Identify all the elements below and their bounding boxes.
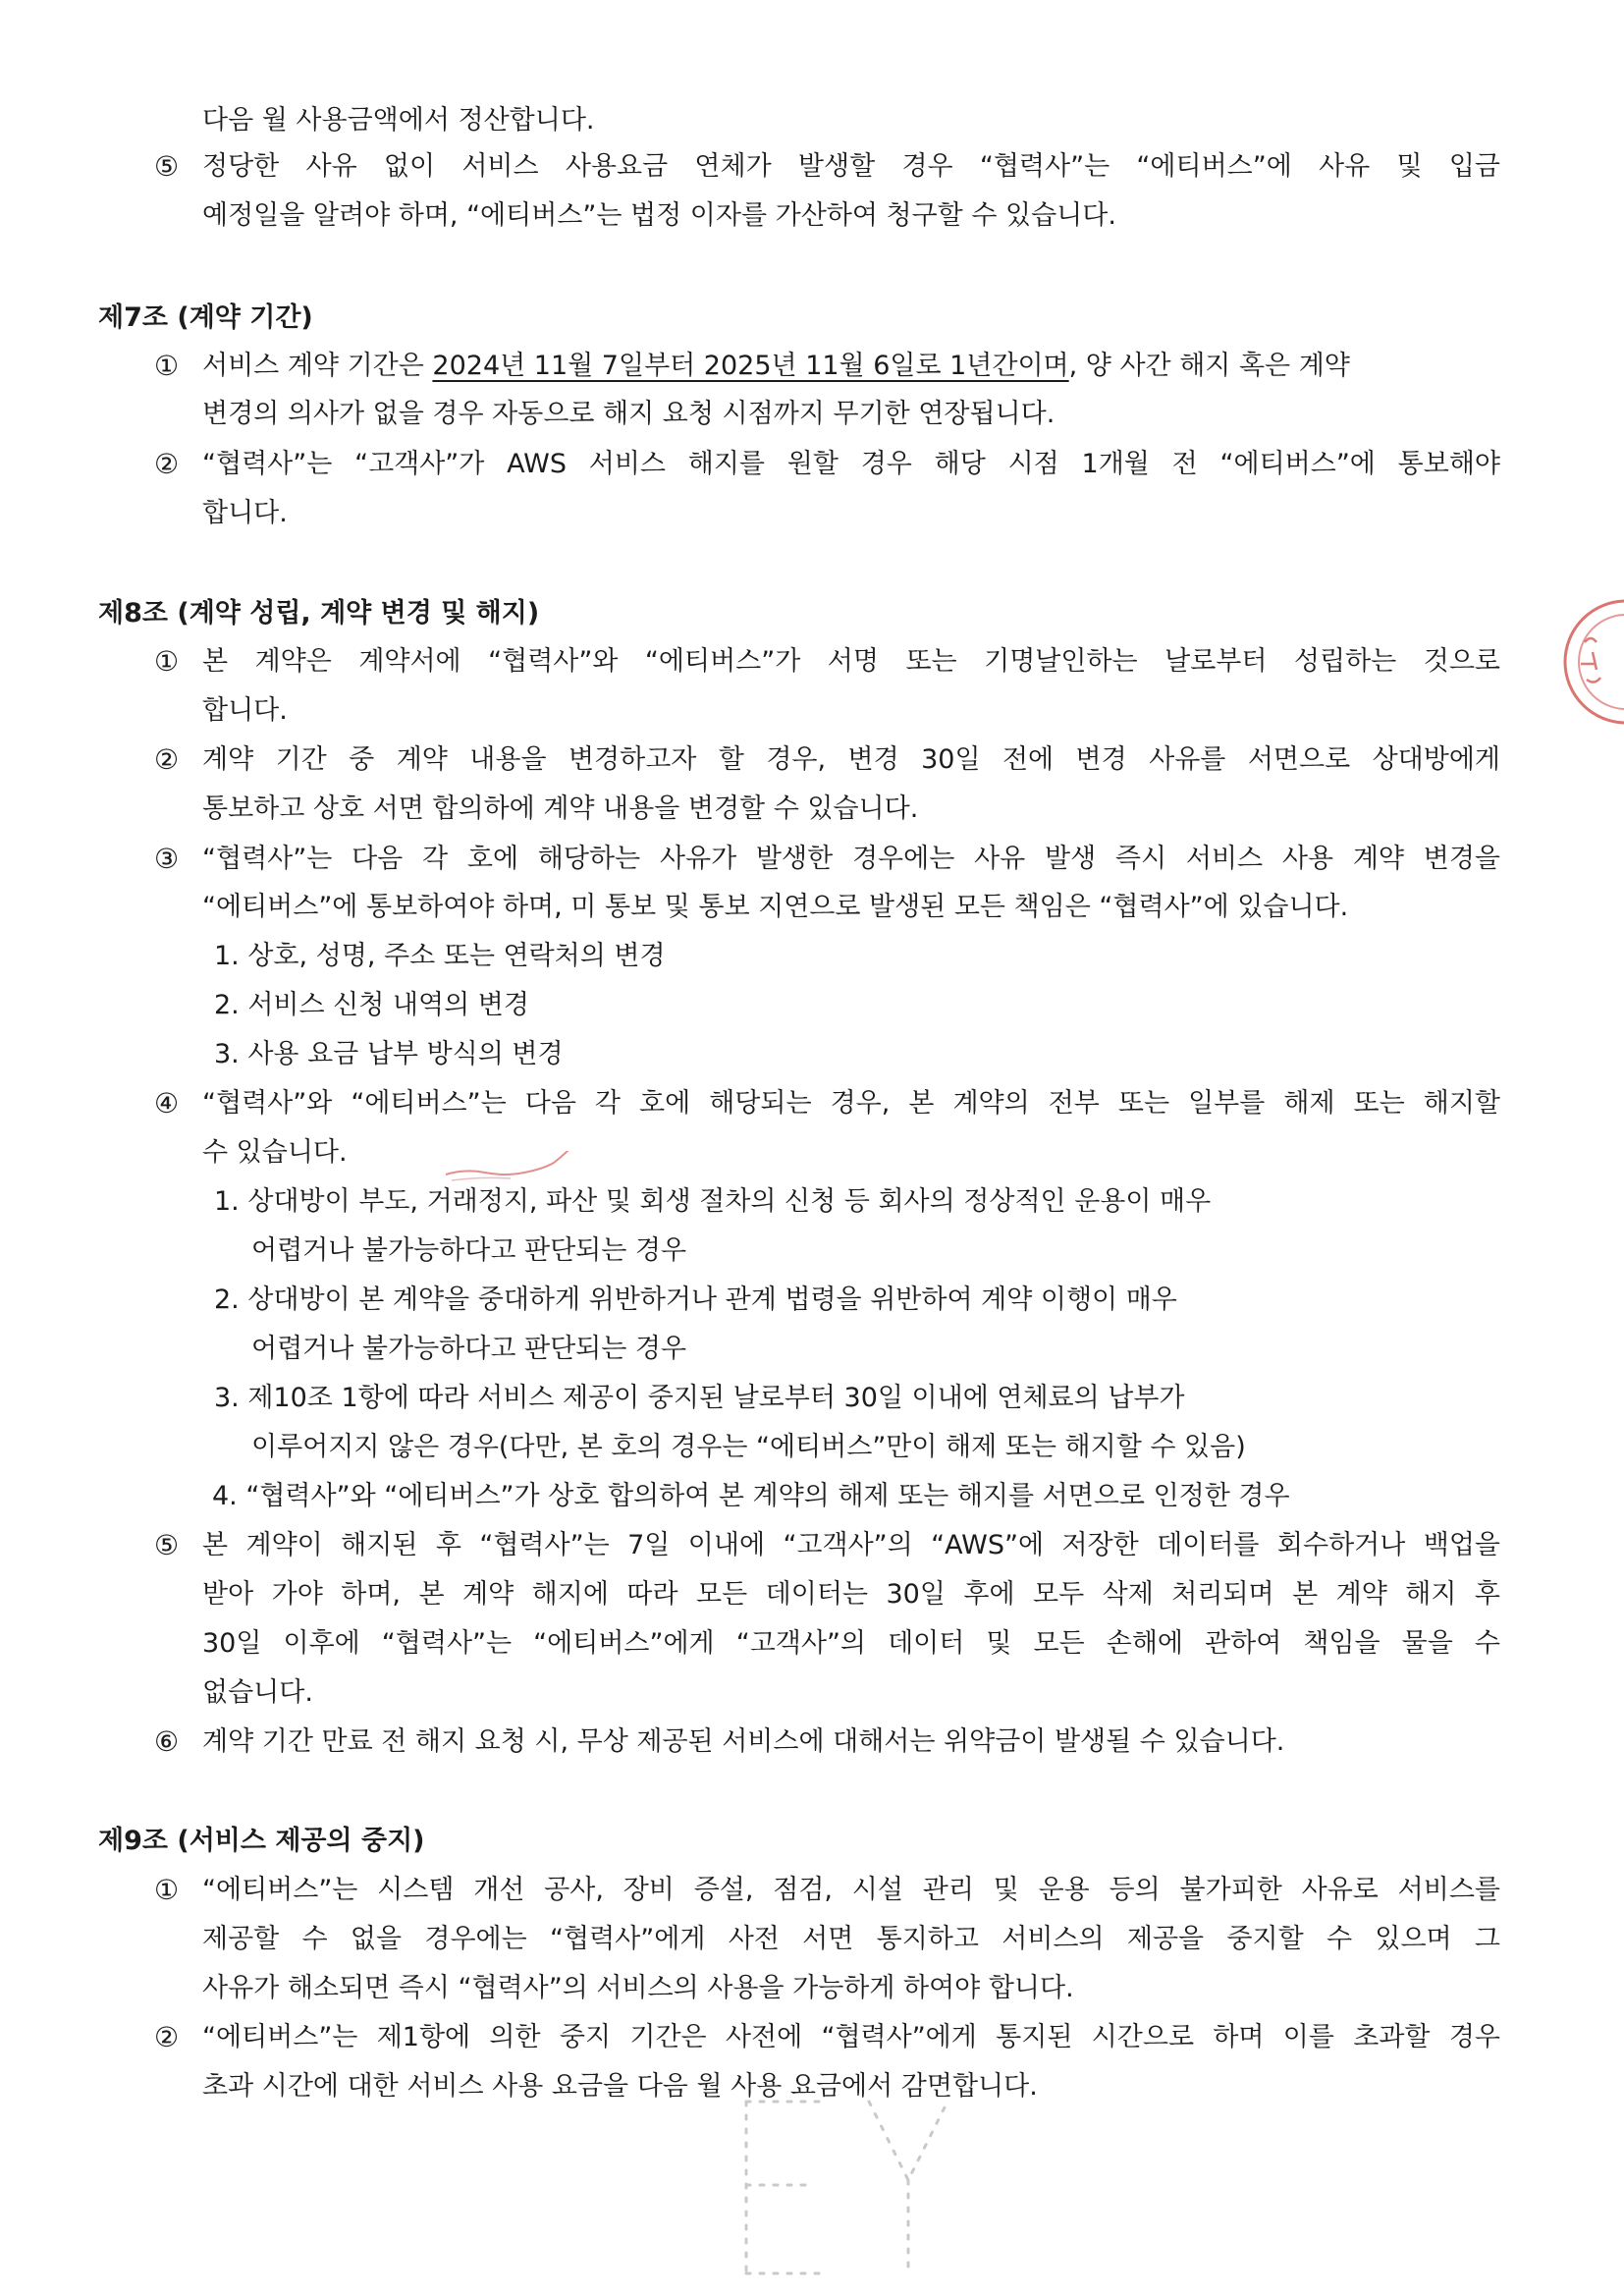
list-item: 2. 상대방이 본 계약을 중대하게 위반하거나 관계 법령을 위반하여 계약 이행이 매우 <box>214 1285 1177 1315</box>
text-line: 합니다. <box>202 695 288 726</box>
clause-marker: ③ <box>154 843 180 875</box>
signature-mark <box>442 1151 579 1190</box>
clause-marker: ② <box>154 2021 180 2053</box>
list-item: 4. “협력사”와 “에티버스”가 상호 합의하여 본 계약의 해제 또는 해지를 서면으로 인정한 경우 <box>212 1481 1290 1511</box>
clause-marker: ⑥ <box>154 1725 180 1758</box>
text-line: 변경의 의사가 없을 경우 자동으로 해지 요청 시점까지 무기한 연장됩니다. <box>202 399 1056 429</box>
clause-marker: ② <box>154 743 180 776</box>
clause-marker: ① <box>154 350 180 382</box>
text-line: 제공할 수 없을 경우에는 “협력사”에게 사전 서면 통지하고 서비스의 제공을 중지할 수 있으며 그 <box>202 1924 1500 1954</box>
perforation-watermark <box>731 2087 977 2288</box>
list-item-continuation: 어렵거나 불가능하다고 판단되는 경우 <box>251 1235 687 1266</box>
clause-marker: ① <box>154 1874 180 1906</box>
list-item: 1. 상대방이 부도, 거래정지, 파산 및 회생 절차의 신청 등 회사의 정상적인 운용이 매우 <box>214 1186 1212 1217</box>
list-item: 2. 서비스 신청 내역의 변경 <box>214 990 529 1020</box>
text-line: “협력사”는 “고객사”가 AWS 서비스 해지를 원할 경우 해당 시점 1개월 전 “에티버스”에 통보해야 <box>202 449 1500 479</box>
text-line: 계약 기간 만료 전 해지 요청 시, 무상 제공된 서비스에 대해서는 위약금이 발생될 수 있습니다. <box>202 1726 1285 1757</box>
text-line: “에티버스”는 제1항에 의한 중지 기간은 사전에 “협력사”에게 통지된 시간으로 하며 이를 초과할 경우 <box>202 2022 1500 2052</box>
article-8-title: 제8조 (계약 성립, 계약 변경 및 해지) <box>98 598 540 629</box>
text-line: 계약 기간 중 계약 내용을 변경하고자 할 경우, 변경 30일 전에 변경 사유를 서면으로 상대방에게 <box>202 744 1500 775</box>
text-segment: , 양 사간 해지 혹은 계약 <box>1068 351 1350 381</box>
text-line: 없습니다. <box>202 1677 313 1708</box>
clause-marker: ② <box>154 448 180 480</box>
text-line: “협력사”는 다음 각 호에 해당하는 사유가 발생한 경우에는 사유 발생 즉시 서비스 사용 계약 변경을 <box>202 844 1500 874</box>
text-line: 정당한 사유 없이 서비스 사용요금 연체가 발생할 경우 “협력사”는 “에티버스”에 사유 및 입금 <box>202 151 1500 182</box>
text-line: 통보하고 상호 서면 합의하에 계약 내용을 변경할 수 있습니다. <box>202 793 919 824</box>
text-line: 다음 월 사용금액에서 정산합니다. <box>202 105 595 136</box>
company-seal-partial <box>1557 593 1624 731</box>
text-line: 받아 가야 하며, 본 계약 해지에 따라 모든 데이터는 30일 후에 모두 삭제 처리되며 본 계약 해지 후 <box>202 1579 1500 1610</box>
clause-marker: ⑤ <box>154 150 180 183</box>
clause-marker: ④ <box>154 1087 180 1120</box>
text-line: 합니다. <box>202 498 288 528</box>
text-line: 수 있습니다. <box>202 1137 348 1168</box>
list-item: 1. 상호, 성명, 주소 또는 연락처의 변경 <box>214 941 666 971</box>
text-line: 초과 시간에 대한 서비스 사용 요금을 다음 월 사용 요금에서 감면합니다. <box>202 2071 1038 2102</box>
list-item: 3. 사용 요금 납부 방식의 변경 <box>214 1039 564 1069</box>
text-line <box>202 348 1350 385</box>
clause-marker: ① <box>154 645 180 678</box>
article-7-title: 제7조 (계약 기간) <box>98 302 313 333</box>
article-9-title: 제9조 (서비스 제공의 중지) <box>98 1826 425 1856</box>
text-line: 30일 이후에 “협력사”는 “에티버스”에게 “고객사”의 데이터 및 모든 손해에 관하여 책임을 물을 수 <box>202 1628 1500 1659</box>
text-line: 본 계약이 해지된 후 “협력사”는 7일 이내에 “고객사”의 “AWS”에 저장한 데이터를 회수하거나 백업을 <box>202 1530 1500 1560</box>
contract-period-underlined: 2024년 11월 7일부터 2025년 11월 6일로 1년간이며 <box>432 351 1069 381</box>
text-line: “협력사”와 “에티버스”는 다음 각 호에 해당되는 경우, 본 계약의 전부 또는 일부를 해제 또는 해지할 <box>202 1088 1500 1119</box>
text-line: “에티버스”는 시스템 개선 공사, 장비 증설, 점검, 시설 관리 및 운용 등의 불가피한 사유로 서비스를 <box>202 1875 1500 1905</box>
text-line: “에티버스”에 통보하여야 하며, 미 통보 및 통보 지연으로 발생된 모든 책임은 “협력사”에 있습니다. <box>202 892 1349 922</box>
text-line: 예정일을 알려야 하며, “에티버스”는 법정 이자를 가산하여 청구할 수 있습니다. <box>202 200 1116 231</box>
text-segment: 서비스 계약 기간은 <box>202 351 433 381</box>
list-item-continuation: 이루어지지 않은 경우(다만, 본 호의 경우는 “에티버스”만이 해제 또는 해지할 수 있음) <box>251 1432 1246 1462</box>
list-item: 3. 제10조 1항에 따라 서비스 제공이 중지된 날로부터 30일 이내에 연체료의 납부가 <box>214 1383 1185 1413</box>
clause-marker: ⑤ <box>154 1529 180 1561</box>
list-item-continuation: 어렵거나 불가능하다고 판단되는 경우 <box>251 1334 687 1364</box>
text-line: 사유가 해소되면 즉시 “협력사”의 서비스의 사용을 가능하게 하여야 합니다. <box>202 1973 1074 2003</box>
text-line: 본 계약은 계약서에 “협력사”와 “에티버스”가 서명 또는 기명날인하는 날로부터 성립하는 것으로 <box>202 646 1501 677</box>
